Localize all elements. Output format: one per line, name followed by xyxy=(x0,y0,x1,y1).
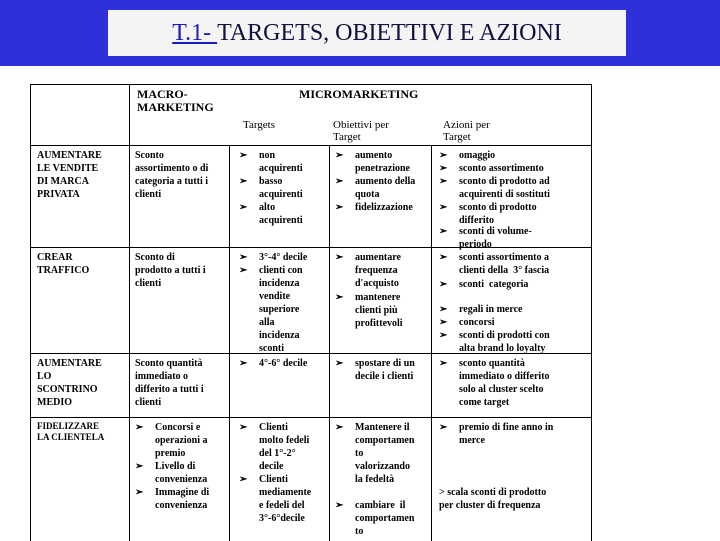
list-item: ➢ basso acquirenti xyxy=(239,176,303,200)
list-item: ➢ sconto di prodotto differito xyxy=(439,202,537,226)
list-item: ➢ sconto assortimento xyxy=(439,163,544,174)
list-item: ➢ sconto quantità immediato o differito solo al cluster scelto come target xyxy=(439,358,550,408)
list-item: ➢ sconti di prodotti con alta brand lo loyalty xyxy=(439,330,550,354)
list-item: ➢ regali in merce xyxy=(439,304,523,315)
list-item: ➢ Concorsi e operazioni a premio xyxy=(135,422,208,459)
col-divider xyxy=(129,85,130,541)
row-divider xyxy=(31,417,591,418)
row-divider xyxy=(31,145,591,146)
row1-macro: AUMENTARE LE VENDITE DI MARCA PRIVATA xyxy=(37,150,102,200)
list-item: ➢ aumentare frequenza d'acquisto xyxy=(335,252,401,289)
list-item: ➢ sconto di prodotto ad acquirenti di sostituti xyxy=(439,176,550,200)
bullet-icon: ➢ xyxy=(239,358,248,369)
list-item: ➢ Clienti mediamente e fedeli del 3°-6°decile xyxy=(239,474,312,524)
bullet-icon: ➢ xyxy=(335,292,344,303)
bullet-icon: ➢ xyxy=(439,330,448,341)
list-item: ➢ sconti di volume- periodo xyxy=(439,226,532,250)
row4-macro: FIDELIZZARE LA CLIENTELA xyxy=(37,421,105,442)
list-item: ➢ aumento penetrazione xyxy=(335,150,410,174)
list-item: ➢ Livello di convenienza xyxy=(135,461,208,485)
title-main: TARGETS, OBIETTIVI E AZIONI xyxy=(217,19,562,46)
list-item: ➢ fidelizzazione xyxy=(335,202,413,213)
bullet-icon: ➢ xyxy=(335,422,344,433)
list-item: ➢ 4°-6° decile xyxy=(239,358,308,369)
col-divider xyxy=(229,145,230,541)
list-item: ➢ Immagine di convenienza xyxy=(135,487,210,511)
bullet-icon: ➢ xyxy=(439,317,448,328)
page-title xyxy=(108,10,626,56)
list-item: ➢ concorsi xyxy=(439,317,495,328)
bullet-icon: ➢ xyxy=(439,226,448,237)
bullet-icon: ➢ xyxy=(135,461,144,472)
bullet-icon: ➢ xyxy=(335,500,344,511)
row3-macro: AUMENTARE LO SCONTRINO MEDIO xyxy=(37,358,102,408)
bullet-icon: ➢ xyxy=(439,252,448,263)
bullet-icon: ➢ xyxy=(335,150,344,161)
bullet-icon: ➢ xyxy=(439,279,448,290)
list-item: ➢ alto acquirenti xyxy=(239,202,303,226)
bullet-icon: ➢ xyxy=(439,150,448,161)
header-macro: MACRO- MARKETING xyxy=(137,87,214,114)
bullet-icon: ➢ xyxy=(239,150,248,161)
header-obiettivi: Obiettivi per Target xyxy=(333,119,389,143)
row2-macro: CREAR TRAFFICO xyxy=(37,252,90,276)
bullet-icon: ➢ xyxy=(135,422,144,433)
promo-table xyxy=(30,84,592,541)
bullet-icon: ➢ xyxy=(335,252,344,263)
list-item: ➢ clienti con incidenza vendite superiore alla incidenza sconti xyxy=(239,265,303,354)
bullet-icon: ➢ xyxy=(439,422,448,433)
list-item: ➢ 3°-4° decile xyxy=(239,252,308,263)
title-prefix: T.1- xyxy=(172,19,218,46)
bullet-icon: ➢ xyxy=(439,358,448,369)
row3-strategy: Sconto quantità immediato o differito a tutti i clienti xyxy=(135,358,204,408)
bullet-icon: ➢ xyxy=(239,474,248,485)
bullet-icon: ➢ xyxy=(439,304,448,315)
list-item: ➢ Clienti molto fedeli del 1°-2° decile xyxy=(239,422,310,472)
bullet-icon: ➢ xyxy=(135,487,144,498)
list-item: ➢ omaggio xyxy=(439,150,496,161)
row2-strategy: Sconto di prodotto a tutti i clienti xyxy=(135,252,206,289)
list-item: ➢ premio di fine anno in merce xyxy=(439,422,554,446)
bullet-icon: ➢ xyxy=(439,163,448,174)
header-azioni: Azioni per Target xyxy=(443,119,490,143)
bullet-icon: ➢ xyxy=(335,176,344,187)
list-item: ➢ spostare di un decile i clienti xyxy=(335,358,415,382)
list-item: ➢ aumento della quota xyxy=(335,176,416,200)
col-divider xyxy=(329,145,330,541)
bullet-icon: ➢ xyxy=(239,252,248,263)
list-item: ➢ mantenere clienti più profittevoli xyxy=(335,292,403,329)
bullet-icon: ➢ xyxy=(335,202,344,213)
list-item: ➢ Mantenere il comportamen to valorizzando la fedeltà xyxy=(335,422,415,485)
header-micro: MICROMARKETING xyxy=(299,87,419,101)
bullet-icon: ➢ xyxy=(239,176,248,187)
bullet-icon: ➢ xyxy=(239,422,248,433)
bullet-icon: ➢ xyxy=(335,358,344,369)
list-item: ➢ sconti categoria xyxy=(439,279,529,290)
list-item: ➢ cambiare il comportamen to xyxy=(335,500,415,537)
header-targets: Targets xyxy=(243,119,276,131)
bullet-icon: ➢ xyxy=(439,176,448,187)
bullet-icon: ➢ xyxy=(239,265,248,276)
col-divider xyxy=(431,145,432,541)
bullet-icon: ➢ xyxy=(439,202,448,213)
list-item: ➢ sconti assortimento a clienti della 3° fascia xyxy=(439,252,550,276)
list-item: ➢ non acquirenti xyxy=(239,150,303,174)
row1-strategy: Sconto assortimento o di categoria a tutti i clienti xyxy=(135,150,209,200)
bullet-icon: ➢ xyxy=(239,202,248,213)
row4-azione-scala: > scala sconti di prodotto per cluster di frequenza xyxy=(439,487,547,511)
